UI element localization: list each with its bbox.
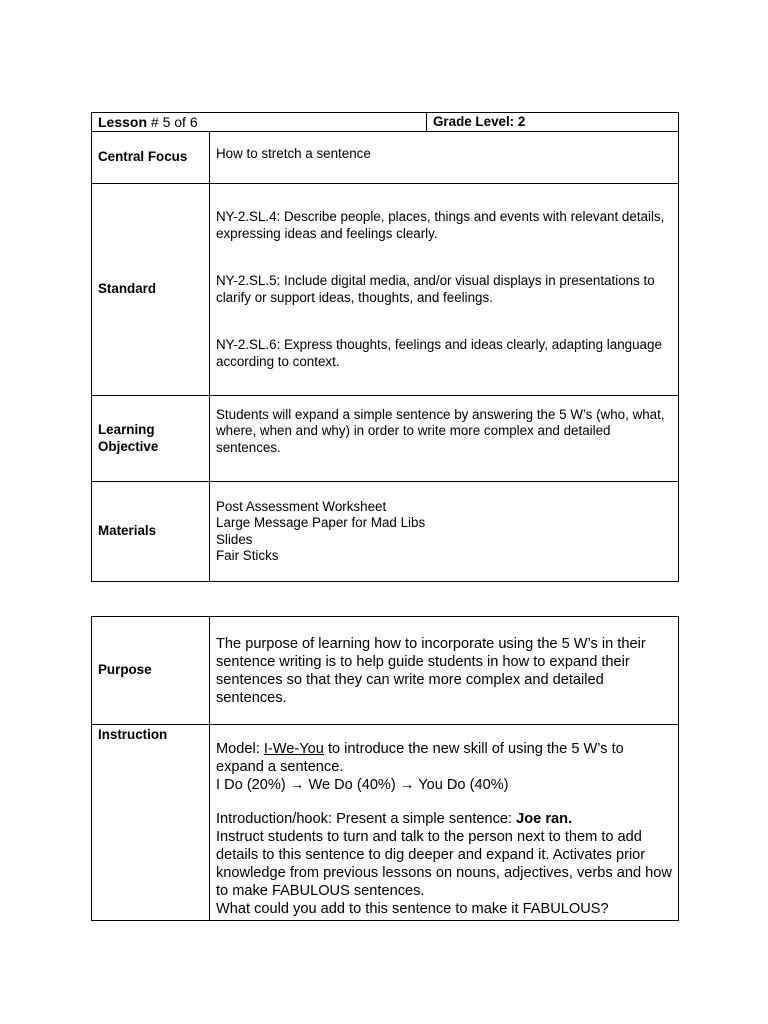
hook-body: Instruct students to turn and talk to the person next to them to add details to this sentence to dig deeper and expand it. Activates prior knowledge from previous lessons on nouns, adjectives, verbs and how to make FABULOUS sentences. [216,829,672,899]
lesson-plan-table [91,616,679,921]
purpose-row [92,617,679,725]
hook-line [216,810,672,828]
hook-question: What could you add to this sentence to make it FABULOUS? [216,901,609,917]
lesson-number: # 5 of 6 [150,113,198,130]
hook-prefix: Introduction/hook: Present a simple sentence: [216,811,517,827]
central-focus-label: Central Focus [92,132,210,184]
model-link: I-We-You [263,741,324,757]
lesson-overview-table [91,112,679,582]
standard-label: Standard [92,184,210,396]
lesson-number-cell [92,113,427,132]
materials-item: Fair Sticks [216,548,279,563]
hook-sentence: Joe ran. [516,811,573,827]
materials-row [92,482,679,582]
instruction-value [210,725,679,921]
objective-row [92,396,679,482]
purpose-value [210,617,679,725]
central-focus-row [92,132,679,184]
instruction-row [92,725,679,921]
objective-label [92,396,210,482]
central-focus-value [210,132,679,184]
purpose-label: Purpose [92,617,210,725]
materials-item: Large Message Paper for Mad Libs [216,515,426,530]
model-line [216,740,672,776]
purpose-text: The purpose of learning how to incorporate using the 5 W’s in their sentence writing is to help guide students in how to expand their sentences so that they can write more complex and detailed sentences. [216,635,646,706]
materials-label: Materials [92,482,210,582]
model-prefix: Model: [216,741,264,757]
materials-item: Post Assessment Worksheet [216,498,387,514]
standard-value [210,184,679,396]
objective-label-line1: Learning [98,422,155,437]
lesson-label: Lesson [98,113,148,130]
lesson-header-row [92,113,679,132]
objective-label-line2: Objective [98,438,159,454]
grade-level: Grade Level: 2 [427,113,679,132]
instruction-label: Instruction [92,725,210,921]
central-focus-text: How to stretch a sentence [216,146,371,162]
model-suffix: to introduce the new skill of using the 5 W’s to expand a sentence. [216,741,624,775]
materials-value [210,482,679,582]
materials-item: Slides [216,531,253,547]
standard-item: NY-2.SL.4: Describe people, places, things and events with relevant details, expressing ideas and feelings clearly. [216,209,665,241]
standard-item: NY-2.SL.6: Express thoughts, feelings and ideas clearly, adapting language according to context. [216,337,662,369]
objective-text: Students will expand a simple sentence by answering the 5 W’s (who, what, where, when and why) in order to write more complex and detailed sentences. [216,406,665,455]
gradual-release: I Do (20%) → We Do (40%) → You Do (40%) [216,777,509,793]
standard-item: NY-2.SL.5: Include digital media, and/or visual displays in presentations to clarify or support ideas, thoughts, and feelings. [216,273,655,305]
standard-row [92,184,679,396]
objective-value [210,396,679,482]
